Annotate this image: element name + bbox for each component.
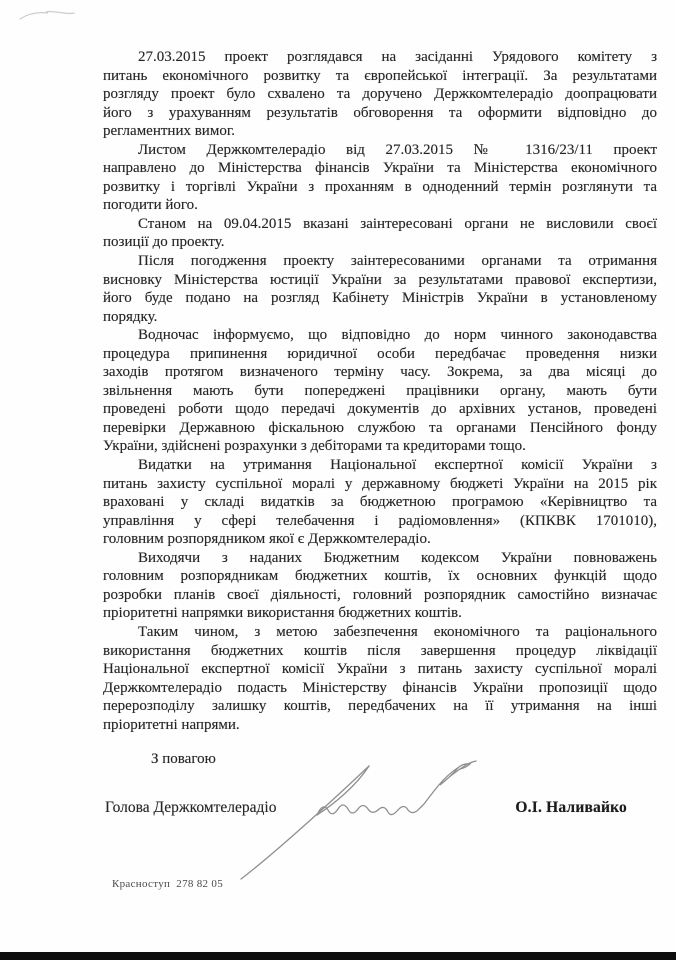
text-line: Виходячи з наданих Бюджетним кодексом України повноважень: [138, 549, 657, 566]
text-line: Станом на 09.04.2015 вказані заінтересовані органи не висловили своєї: [138, 215, 657, 232]
text-line: направлено до Міністерства фінансів України та Міністерства економічного: [103, 160, 657, 177]
text-line: його з урахуванням результатів обговорення та оформити відповідно до: [103, 104, 657, 121]
text-line: проведені роботи щодо передачі документів до архівних установ, проведені: [103, 401, 657, 418]
text-line: пріоритетні напрямки використання бюджетних коштів.: [103, 605, 462, 622]
text-line: висновку Міністерства юстиції України за результатами правової експертизи,: [103, 271, 657, 288]
text-line: розвитку і торгівлі України з проханням в одноденний термін розглянути та: [103, 178, 657, 195]
text-line: Після погодження проекту заінтересованими органами та отримання: [138, 253, 657, 270]
text-line: пріоритетні напрями.: [103, 716, 240, 733]
text-line: погодити його.: [103, 197, 198, 214]
text-line: використання бюджетних коштів після завершення процедур ліквідації: [103, 642, 657, 659]
text-line: розробки планів своєї діяльності, головний розпорядник самостійно визначає: [103, 586, 657, 603]
text-line: його буде подано на розгляд Кабінету Міністрів України в установленому: [103, 290, 657, 307]
executor-reference: Красноступ 278 82 05: [112, 878, 223, 890]
text-line: головним розпорядникам бюджетних коштів, їх основних функцій щодо: [103, 568, 657, 585]
closing-salutation: З повагою: [151, 751, 216, 767]
text-line: Видатки на утримання Національної експертної комісії України з: [138, 457, 657, 474]
document-body: [103, 48, 657, 734]
text-line: управління у сфері телебачення і радіомовлення» (КПКВК 1701010),: [103, 512, 657, 529]
text-line: перерозподілу залишку коштів, передбачених на її утримання на інші: [103, 698, 657, 715]
text-line: регламентних вимог.: [103, 123, 236, 140]
text-line: Листом Держкомтелерадіо від 27.03.2015 № 1316/23/11 проект: [138, 141, 657, 158]
text-line: Національної експертної комісії України з питань захисту суспільної моралі: [103, 661, 657, 678]
text-line: порядку.: [103, 308, 158, 325]
pencil-mark: [14, 4, 84, 28]
signer-title: Голова Держкомтелерадіо: [105, 799, 277, 816]
scan-edge-bar: [0, 952, 676, 960]
text-line: питань економічного розвитку та європейської інтеграції. За результатами: [103, 67, 657, 84]
text-line: розгляду проект було схвалено та доручено Держкомтелерадіо доопрацювати: [103, 86, 657, 103]
text-line: Держкомтелерадіо подасть Міністерству фінансів України пропозиції щодо: [103, 679, 657, 696]
text-line: Таким чином, з метою забезпечення економічного та раціонального: [138, 623, 657, 640]
signer-name: О.І. Наливайко: [515, 799, 627, 816]
text-line: позиції до проекту.: [103, 234, 225, 251]
text-line: України, здійснені розрахунки з дебіторами та кредиторами тощо.: [103, 438, 526, 455]
text-line: перевірки Державною фіскальною службою та органами Пенсійного фонду: [103, 419, 657, 436]
signature-row: [105, 799, 627, 817]
text-line: враховані у складі видатків за бюджетною програмою «Керівництво та: [103, 494, 657, 511]
text-line: звільнення мають бути попереджені працівники органу, мають бути: [103, 382, 657, 399]
text-line: 27.03.2015 проект розглядався на засіданні Урядового комітету з: [138, 49, 657, 65]
signature-handwriting: [238, 752, 488, 912]
text-line: заходів протягом визначеного терміну часу. Зокрема, за два місяці до: [103, 364, 657, 381]
text-line: питань захисту суспільної моралі у державному бюджеті України на 2015 рік: [103, 475, 657, 492]
text-line: головним розпорядником якої є Держкомтелерадіо.: [103, 531, 431, 548]
text-line: процедура припинення юридичної особи передбачає проведення низки: [103, 345, 657, 362]
text-line: Водночас інформуємо, що відповідно до норм чинного законодавства: [138, 327, 657, 344]
